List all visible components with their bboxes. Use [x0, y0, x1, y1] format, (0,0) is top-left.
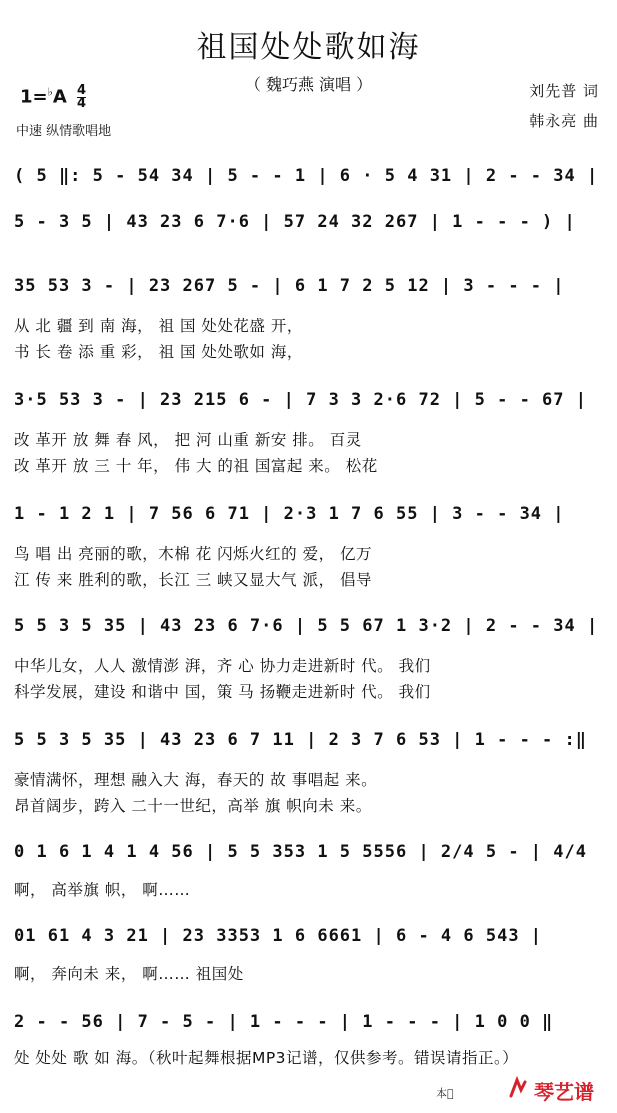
notation-line [0, 926, 617, 952]
notation-text: 3·5 53 3 - | 23 215 6 - | 7 3 3 2·6 72 | 5 - - 67 | [14, 390, 587, 410]
notation-line [0, 616, 617, 642]
lyric-line: 啊， 奔向未 来， 啊…… 祖国处 [14, 965, 244, 983]
notation-line [0, 166, 617, 192]
notation-text: 1 - 1 2 1 | 7 56 6 71 | 2·3 1 7 6 55 | 3 - - 34 | [14, 504, 565, 524]
key-note: A [52, 86, 67, 108]
qinyipu-logo-icon [508, 1076, 530, 1100]
performer-credit: （ 魏巧燕 演唱 ） [244, 75, 373, 94]
composer-credit: 韩永亮 曲 [529, 112, 599, 130]
lyricist-credit: 刘先普 词 [529, 82, 599, 100]
notation-text: 5 5 3 5 35 | 43 23 6 7 11 | 2 3 7 6 53 | 1 - - - :‖ [14, 730, 587, 750]
time-signature [77, 85, 86, 110]
tempo-marking: 中速 纵情歌唱地 [16, 124, 112, 139]
logo-text: 琴艺谱 [534, 1080, 594, 1104]
notation-text: 35 53 3 - | 23 267 5 - | 6 1 7 2 5 12 | 3 - - - | [14, 276, 565, 296]
notation-text: ( 5 ‖: 5 - 54 34 | 5 - - 1 | 6 · 5 4 31 | 2 - - 34 | [14, 166, 599, 186]
page-footer-label: 本  [436, 1087, 454, 1100]
notation-line [0, 1012, 617, 1038]
time-bottom: 4 [77, 96, 87, 111]
lyric-line: 从 北 疆 到 南 海， 祖 国 处处花盛 开， [14, 317, 303, 335]
time-top: 4 [77, 83, 87, 98]
notation-line [0, 390, 617, 416]
lyric-line: 昂首阔步，跨入 二十一世纪，高举 旗 帜向未 来。 [14, 797, 372, 815]
notation-line [0, 276, 617, 302]
lyric-line: 中华儿女，人人 激情澎 湃，齐 心 协力走进新时 代。 我们 [14, 657, 431, 675]
notation-text: 5 - 3 5 | 43 23 6 7·6 | 57 24 32 267 | 1 - - - ) | [14, 212, 576, 232]
lyric-line: 处 处处 歌 如 海。（秋叶起舞根据MP3记谱，仅供参考。错误请指正。） [14, 1049, 519, 1067]
key-signature [20, 85, 86, 110]
lyric-line: 江 传 来 胜利的歌，长江 三 峡又显大气 派， 倡导 [14, 571, 372, 589]
site-logo [508, 1072, 608, 1106]
notation-text: 0 1 6 1 4 1 4 56 | 5 5 353 1 5 5556 | 2/4 5 - | 4/4 [14, 842, 587, 862]
notation-text: 2 - - 56 | 7 - 5 - | 1 - - - | 1 - - - | 1 0 0 ‖ [14, 1012, 554, 1032]
lyric-line: 啊， 高举旗 帜， 啊…… [14, 881, 191, 899]
notation-text: 5 5 3 5 35 | 43 23 6 7·6 | 5 5 67 1 3·2 | 2 - - 34 | [14, 616, 599, 636]
lyric-line: 豪情满怀，理想 融入大 海，春天的 故 事唱起 来。 [14, 771, 378, 789]
notation-line [0, 504, 617, 530]
key-prefix: 1= [20, 86, 48, 108]
notation-line [0, 212, 617, 238]
lyric-line: 改 革开 放 舞 春 风， 把 河 山重 新安 排。 百灵 [14, 431, 362, 449]
key-flat: ♭ [47, 85, 53, 99]
lyric-line: 书 长 卷 添 重 彩， 祖 国 处处歌如 海， [14, 343, 303, 361]
song-title: 祖国处处歌如海 [196, 30, 421, 65]
lyric-line: 科学发展，建设 和谐中 国，策 马 扬鞭走进新时 代。 我们 [14, 683, 431, 701]
notation-line [0, 842, 617, 868]
notation-line [0, 730, 617, 756]
notation-text: 01 61 4 3 21 | 23 3353 1 6 6661 | 6 - 4 6 543 | [14, 926, 543, 946]
lyric-line: 鸟 唱 出 亮丽的歌，木棉 花 闪烁火红的 爱， 亿万 [14, 545, 372, 563]
lyric-line: 改 革开 放 三 十 年， 伟 大 的祖 国富起 来。 松花 [14, 457, 378, 475]
